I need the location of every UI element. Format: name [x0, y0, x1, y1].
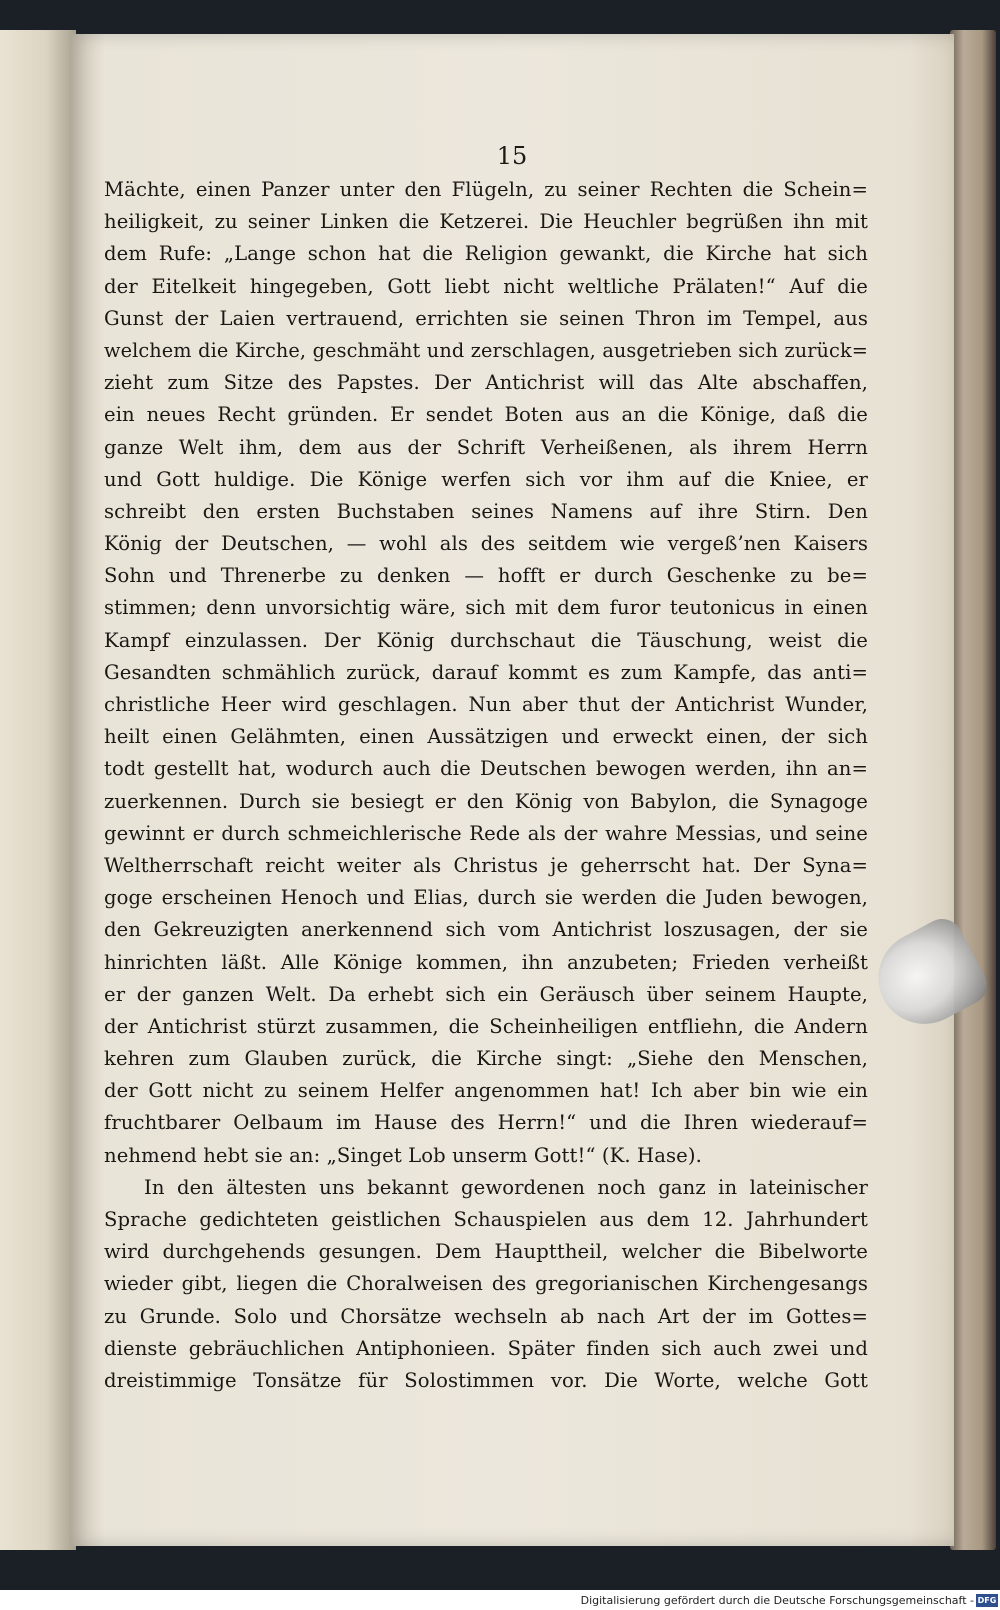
text-line: Sohn und Threnerbe zu denken — hofft er durch Geschenke zu be=: [104, 564, 868, 588]
text-line: der Antichrist stürzt zusammen, die Scheinheiligen entfliehn, die Andern: [104, 1014, 868, 1038]
text-line: Gunst der Laien vertrauend, errichten sie seinen Thron im Tempel, aus: [104, 306, 868, 330]
text-line: ein neues Recht gründen. Er sendet Boten aus an die Könige, daß die: [104, 403, 868, 427]
text-line: dienste gebräuchlichen Antiphonieen. Später finden sich auch zwei und: [104, 1336, 868, 1360]
text-line: zieht zum Sitze des Papstes. Der Antichrist will das Alte abschaffen,: [104, 371, 868, 395]
text-line: er der ganzen Welt. Da erhebt sich ein Geräusch über seinem Haupte,: [104, 982, 868, 1006]
left-page-edge: [0, 30, 76, 1550]
text-line: hinrichten läßt. Alle Könige kommen, ihn anzubeten; Frieden verheißt: [104, 950, 868, 974]
page-number: 15: [496, 142, 528, 170]
book-page: [70, 34, 954, 1546]
text-line: Mächte, einen Panzer unter den Flügeln, zu seiner Rechten die Schein=: [104, 178, 868, 201]
text-line: todt gestellt hat, wodurch auch die Deutschen bewogen werden, ihn an=: [104, 757, 868, 781]
text-line: wieder gibt, liegen die Choralweisen des gregorianischen Kirchengesangs: [104, 1272, 868, 1296]
text-line: heilt einen Gelähmten, einen Aussätzigen und erweckt einen, der sich: [104, 725, 868, 749]
text-line: zuerkennen. Durch sie besiegt er den König von Babylon, die Synagoge: [104, 789, 868, 813]
text-line: Sprache gedichteten geistlichen Schauspielen aus dem 12. Jahrhundert: [104, 1208, 868, 1231]
text-line: fruchtbarer Oelbaum im Hause des Herrn!“ und die Ihren wiederauf=: [104, 1111, 868, 1135]
text-line: dem Rufe: „Lange schon hat die Religion gewankt, die Kirche hat sich: [104, 242, 868, 266]
text-line: christliche Heer wird geschlagen. Nun aber thut der Antichrist Wunder,: [104, 693, 868, 716]
text-line: dreistimmige Tonsätze für Solostimmen vor. Die Worte, welche Gott: [104, 1368, 868, 1392]
text-line: zu Grunde. Solo und Chorsätze wechseln ab nach Art der im Gottes=: [104, 1304, 868, 1328]
text-line: ganze Welt ihm, dem aus der Schrift Verheißenen, als ihrem Herrn: [104, 435, 868, 459]
text-line: In den ältesten uns bekannt gewordenen noch ganz in lateinischer: [144, 1175, 868, 1199]
text-line: stimmen; denn unvorsichtig wäre, sich mit dem furor teutonicus in einen: [104, 596, 868, 620]
text-line: Kampf einzulassen. Der König durchschaut die Täuschung, weist die: [104, 628, 868, 652]
dfg-logo: DFG: [977, 1596, 997, 1605]
text-line: der Eitelkeit hingegeben, Gott liebt nicht weltliche Prälaten!“ Auf die: [104, 274, 868, 298]
book-edge: [950, 30, 996, 1550]
text-line: schreibt den ersten Buchstaben seines Namens auf ihre Stirn. Den: [104, 499, 868, 523]
text-line: Gesandten schmählich zurück, darauf kommt es zum Kampfe, das anti=: [104, 660, 868, 684]
text-line: der Gott nicht zu seinem Helfer angenommen hat! Ich aber bin wie ein: [104, 1079, 868, 1103]
text-line: kehren zum Glauben zurück, die Kirche singt: „Siehe den Menschen,: [104, 1047, 868, 1071]
text-line: heiligkeit, zu seiner Linken die Ketzerei. Die Heuchler begrüßen ihn mit: [104, 210, 868, 234]
text-line: welchem die Kirche, geschmäht und zerschlagen, ausgetrieben sich zurück=: [104, 338, 868, 362]
text-line: wird durchgehends gesungen. Dem Haupttheil, welcher die Bibelworte: [104, 1240, 868, 1264]
text-line: Weltherrschaft reicht weiter als Christus je geherrscht hat. Der Syna=: [104, 853, 868, 877]
footer-credit: Digitalisierung gefördert durch die Deutsche Forschungsgemeinschaft -: [580, 1594, 974, 1607]
text-line: goge erscheinen Henoch und Elias, durch sie werden die Juden bewogen,: [104, 886, 868, 910]
footer-bar: [0, 1590, 1000, 1610]
text-line: nehmend hebt sie an: „Singet Lob unserm Gott!“ (K. Hase).: [104, 1143, 702, 1167]
text-line: den Gekreuzigten anerkennend sich vom Antichrist loszusagen, der sie: [104, 918, 868, 942]
text-line: und Gott huldige. Die Könige werfen sich vor ihm auf die Kniee, er: [104, 467, 868, 491]
text-line: König der Deutschen, — wohl als des seitdem wie vergeß’nen Kaisers: [104, 532, 868, 556]
text-line: gewinnt er durch schmeichlerische Rede als der wahre Messias, und seine: [104, 821, 868, 845]
body-text: [104, 174, 868, 1397]
